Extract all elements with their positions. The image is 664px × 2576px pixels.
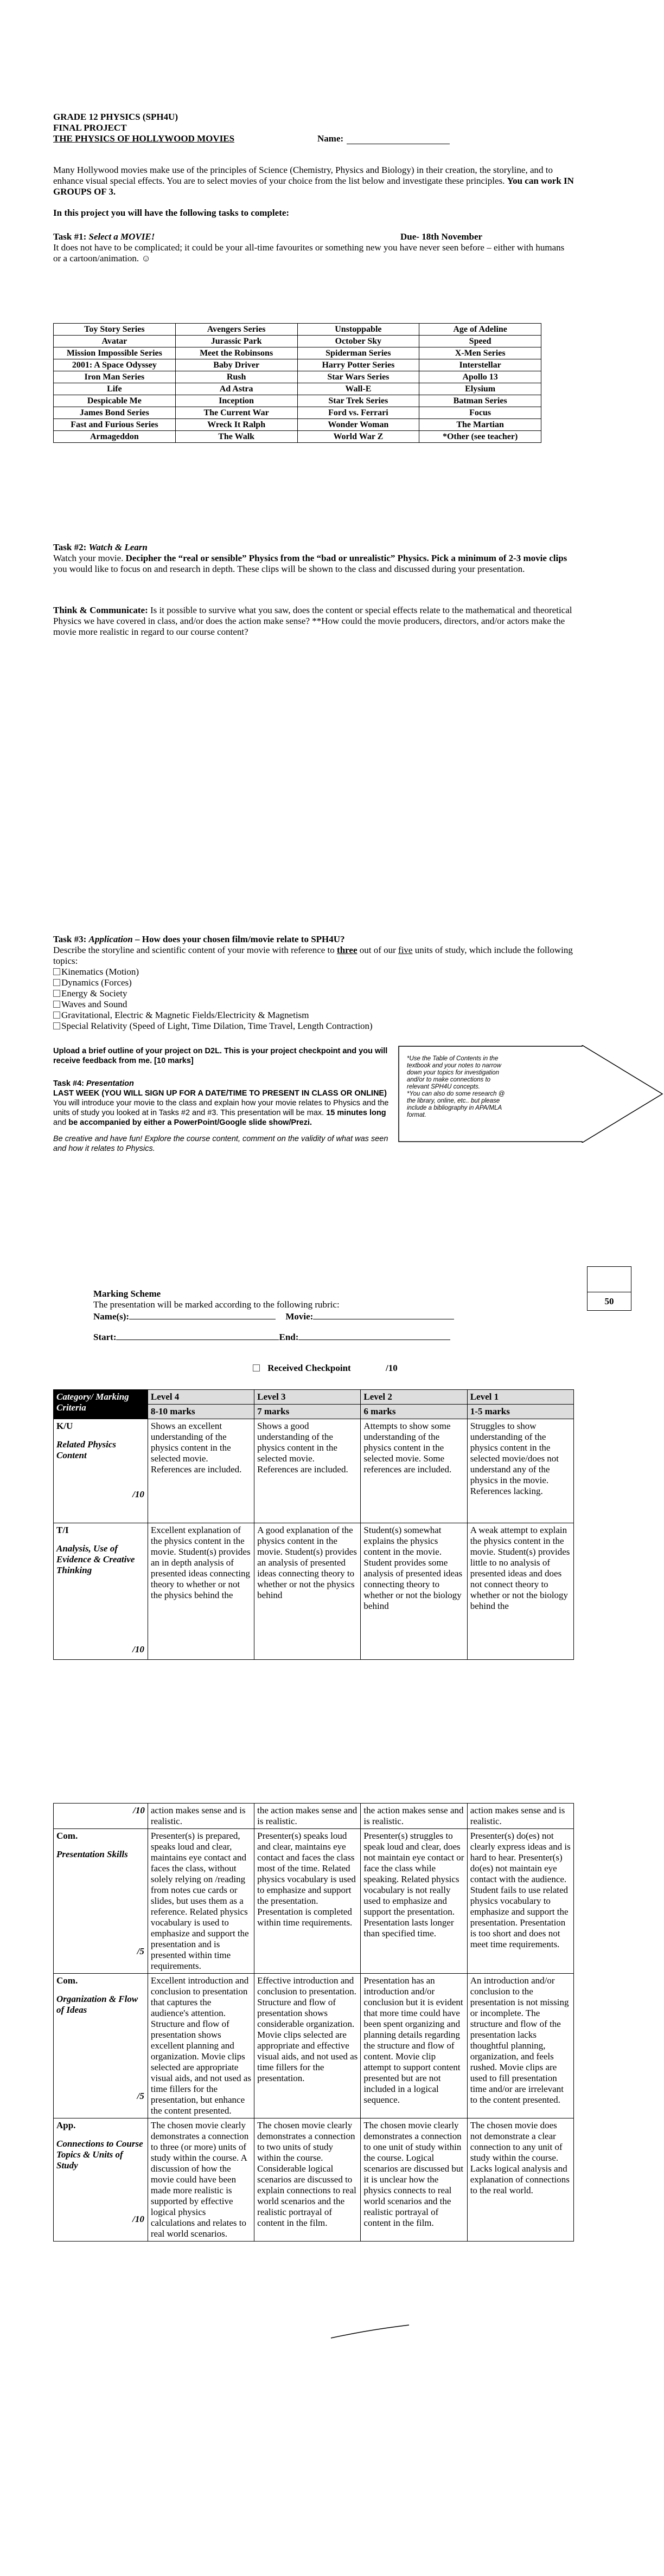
project-subtitle: THE PHYSICS OF HOLLYWOOD MOVIES <box>53 133 235 144</box>
rubric-descriptor-cell <box>361 1523 467 1660</box>
rubric-table-part2 <box>53 1803 574 2242</box>
task3-text-b: out of our <box>359 945 396 955</box>
end-field[interactable] <box>298 1332 450 1340</box>
movie-cell: Wall-E <box>297 383 419 395</box>
topic-item <box>53 1021 574 1032</box>
intro-text: Many Hollywood movies make use of the principles of Science (Chemistry, Physics and Biology) in their creation, the storyline, and to enhance visual special effects. You are to select movies of your choice from the list below and investigate these principles. <box>53 165 553 186</box>
movie-cell: The Current War <box>175 407 297 419</box>
task3-text-c: units of study, which include the following topics: <box>53 945 573 966</box>
rubric-descriptor-cell: The chosen movie clearly demonstrates a connection to one unit of study within the course. Logical scenarios are discussed but it is unclear how the physics connects to real world scenarios and the realistic portrayal of content in the film. <box>361 2118 467 2242</box>
topic-checkbox[interactable] <box>53 1012 60 1019</box>
task3-heading: – How does your chosen film/movie relate to SPH4U? <box>135 934 345 944</box>
topic-checkbox[interactable] <box>53 968 60 975</box>
rubric-descriptor-text: Struggles to show understanding of the physics content in the selected movie/does not understand any of the physics in the movie. References lacking. <box>470 1421 559 1496</box>
task3-three: three <box>337 945 357 955</box>
rubric-descriptor-cell: action makes sense and is realistic. <box>148 1804 254 1829</box>
movie-cell: Iron Man Series <box>54 371 176 383</box>
movie-cell: The Martian <box>419 419 541 431</box>
movie-cell: Apollo 13 <box>419 371 541 383</box>
movie-cell: Age of Adeline <box>419 324 541 336</box>
arrow-note <box>407 1055 514 1119</box>
rubric-marks-header: 1-5 marks <box>467 1405 573 1419</box>
task3-title: Application <box>88 934 133 944</box>
movies-table <box>53 323 541 443</box>
movie-cell: 2001: A Space Odyssey <box>54 359 176 371</box>
rubric-descriptor-cell: An introduction and/or conclusion to the presentation is not missing or incomplete. The structure and flow of the presentation lacks thoughtful planning, organization, and feels rushed. Movie clips are used to fill presentation time and/or are irrelevant to the content presented. <box>467 1974 573 2118</box>
task1-text: It does not have to be complicated; it could be your all-time favourites or something new you have never seen before – either with humans or a cartoon/animation. ☺ <box>53 242 565 263</box>
movie-cell: Jurassic Park <box>175 336 297 347</box>
movie-cell: Spiderman Series <box>297 347 419 359</box>
start-end-line <box>93 1332 582 1343</box>
task4-text-a: You will introduce your movie to the class and explain how your movie relates to Physics and the units of study you looked at in Tasks #2 and #3. This presentation will be max. <box>53 1099 389 1117</box>
rubric-category-points: /10 <box>133 1805 145 1815</box>
task4-label: Task #4: <box>53 1079 84 1088</box>
project-title: FINAL PROJECT <box>53 123 127 133</box>
topic-item <box>53 1010 574 1021</box>
task3-section <box>53 934 574 1032</box>
movie-cell: Star Trek Series <box>297 395 419 407</box>
rubric-category-name: Analysis, Use of Evidence & Creative Thinking <box>56 1543 135 1575</box>
topic-item <box>53 967 574 977</box>
rubric-category-cell <box>54 2118 148 2242</box>
rubric-category-cell <box>54 1829 148 1974</box>
pen-mark <box>330 2322 411 2343</box>
rubric-level-header: Level 1 <box>467 1390 573 1405</box>
rubric-marks-header: 7 marks <box>254 1405 361 1419</box>
movie-row <box>54 419 541 431</box>
total-score: 50 <box>588 1292 631 1311</box>
rubric-category-cell <box>54 1804 148 1829</box>
rubric-category-code: K/U <box>56 1421 73 1431</box>
task3-text-a: Describe the storyline and scientific content of your movie with reference to <box>53 945 335 955</box>
movie-cell: *Other (see teacher) <box>419 431 541 443</box>
movie-cell: Avatar <box>54 336 176 347</box>
task1-label: Task #1: <box>53 231 87 242</box>
rubric-descriptor-cell <box>467 1419 573 1523</box>
task2-label: Task #2: <box>53 542 87 552</box>
movie-cell: James Bond Series <box>54 407 176 419</box>
movie-cell: Wreck It Ralph <box>175 419 297 431</box>
course-title: GRADE 12 PHYSICS (SPH4U) <box>53 112 178 122</box>
topic-checkbox[interactable] <box>53 979 60 986</box>
task4-text-b: and <box>53 1118 67 1127</box>
movie-row <box>54 371 541 383</box>
task2-text-c: you would like to focus on and research in depth. These clips will be shown to the class and discussed during your presentation. <box>53 564 525 574</box>
movie-row <box>54 431 541 443</box>
rubric-category-name: Presentation Skills <box>56 1849 128 1859</box>
movie-cell: X-Men Series <box>419 347 541 359</box>
task1-due: Due- 18th November <box>400 231 483 242</box>
arrow-note-b: *You can also do some research @ the library, online, etc.. but please include a bibliography in APA/MLA format. <box>407 1091 505 1118</box>
tasks-intro: In this project you will have the following tasks to complete: <box>53 208 290 218</box>
rubric-descriptor-cell <box>148 1523 254 1660</box>
rubric-category-points: /10 <box>132 1489 144 1499</box>
movie-cell: Unstoppable <box>297 324 419 336</box>
name-line[interactable] <box>347 136 450 144</box>
task4-title: Presentation <box>86 1079 134 1088</box>
start-field[interactable] <box>116 1332 279 1340</box>
document-header <box>53 112 234 144</box>
movie-cell: Baby Driver <box>175 359 297 371</box>
end-label: End: <box>279 1332 299 1342</box>
movie-row <box>54 395 541 407</box>
movie-cell: Elysium <box>419 383 541 395</box>
rubric-category-points: /10 <box>132 1644 144 1654</box>
movie-cell: Harry Potter Series <box>297 359 419 371</box>
rubric-category-cell <box>54 1523 148 1660</box>
rubric-category-code: Com. <box>56 1831 78 1841</box>
start-label: Start: <box>93 1332 117 1342</box>
movie-cell: Speed <box>419 336 541 347</box>
task1-section <box>53 231 574 264</box>
rubric-marks-header: 6 marks <box>361 1405 467 1419</box>
movie-row <box>54 359 541 371</box>
rubric-category-name: Organization & Flow of Ideas <box>56 1994 138 2015</box>
marking-subtitle: The presentation will be marked according to the following rubric: <box>93 1299 340 1310</box>
rubric-descriptor-text: A good explanation of the physics content in the movie. Student(s) provides an analysis of presented ideas connecting theory to whether or not the physics behind <box>257 1525 357 1600</box>
topic-label: Gravitational, Electric & Magnetic Fields/Electricity & Magnetism <box>61 1010 309 1020</box>
rubric-descriptor-text: Excellent explanation of the physics content in the movie. Student(s) provides an in depth analysis of presented ideas connecting theory to whether or not the physics behind the <box>150 1525 251 1600</box>
topic-item <box>53 988 574 999</box>
task4-bold-a: 15 minutes long <box>326 1109 386 1117</box>
rubric-category-code: App. <box>56 2120 76 2130</box>
topic-checkbox[interactable] <box>53 1022 60 1029</box>
rubric-descriptor-cell: Presenter(s) is prepared, speaks loud and clear, maintains eye contact and faces the class, without solely relying on /reading from notes cue cards or slides, but uses them as a reference. Related physics vocabulary is used to emphasize and support the presentation and is presented within time requirements. <box>148 1829 254 1974</box>
rubric-category-code: Com. <box>56 1975 78 1986</box>
rubric-descriptor-cell: Presenter(s) do(es) not clearly express ideas and is hard to hear. Presenter(s) do(es) not maintain eye contact with the audience. Student fails to use related physics vocabulary to emphasize and support the presentation. Presentation is too short and does not meet time requirements. <box>467 1829 573 1974</box>
name-field[interactable] <box>317 133 450 144</box>
topic-label: Waves and Sound <box>61 999 127 1009</box>
topic-checkbox[interactable] <box>53 1001 60 1008</box>
pen-stroke <box>331 2325 409 2338</box>
rubric-descriptor-cell: Effective introduction and conclusion to presentation. Structure and flow of presentation shows considerable organization. Movie clips selected are appropriate and effective visual aids, and not used as time fillers for the presentation. <box>254 1974 361 2118</box>
movie-field[interactable] <box>313 1311 454 1319</box>
movie-cell: Avengers Series <box>175 324 297 336</box>
movie-cell: Mission Impossible Series <box>54 347 176 359</box>
task1-title: Select a MOVIE! <box>88 231 155 242</box>
movie-row <box>54 347 541 359</box>
task4-creative: Be creative and have fun! Explore the course content, comment on the validity of what was seen and how it relates to Physics. <box>53 1135 388 1153</box>
rubric-descriptor-text: A weak attempt to explain the physics content in the movie. Student(s) provides little to no analysis of presented ideas and does not connect theory to whether or not the biology behind the <box>470 1525 570 1611</box>
rubric-row <box>54 2118 574 2242</box>
movie-cell: Life <box>54 383 176 395</box>
score-box <box>587 1266 631 1311</box>
task4-section <box>53 1079 400 1154</box>
think-text: Is it possible to survive what you saw, does the content or special effects relate to the mathematical and theoretical Physics we have covered in class, and/or does the action make sense? **How could the movie producers, directors, and/or actors make the movie more realistic in regard to our course content? <box>53 605 572 637</box>
task2-text-b: Decipher the “real or sensible” Physics from the “bad or unrealistic” Physics. Pick a minimum of 2-3 movie clips <box>125 553 567 563</box>
names-label: Name(s): <box>93 1311 130 1322</box>
movie-cell: October Sky <box>297 336 419 347</box>
rubric-descriptor-cell: action makes sense and is realistic. <box>467 1804 573 1829</box>
checkpoint-text: Upload a brief outline of your project on D2L. This is your project checkpoint and you will receive feedback from me. [10 marks] <box>53 1047 388 1065</box>
think-label: Think & Communicate: <box>53 605 148 615</box>
rubric-descriptor-cell: The chosen movie clearly demonstrates a connection to two units of study within the course. Considerable logical scenarios are discussed to explain connections to real world scenarios and the realistic portrayal of content in the film. <box>254 2118 361 2242</box>
rubric-category-cell <box>54 1974 148 2118</box>
rubric-descriptor-text: Attempts to show some understanding of the physics content in the selected movie. Some references are included. <box>363 1421 452 1474</box>
rubric-category-cell <box>54 1419 148 1523</box>
received-checkpoint <box>253 1363 398 1374</box>
rubric-category-points: /5 <box>137 2091 144 2101</box>
task3-five: five <box>398 945 413 955</box>
rubric-category-points: /10 <box>132 2214 144 2224</box>
movie-row <box>54 336 541 347</box>
rubric-category-header: Category/ Marking Criteria <box>54 1390 148 1419</box>
topic-label: Special Relativity (Speed of Light, Time Dilation, Time Travel, Length Contraction) <box>61 1021 373 1031</box>
rubric-table-part1 <box>53 1389 574 1660</box>
rubric-descriptor-cell: Presentation has an introduction and/or conclusion but it is evident that more time could have been spent organizing and planning details regarding the structure and flow of content. Movie clip attempt to support content presented but are not included in a logical sequence. <box>361 1974 467 2118</box>
movie-cell: Batman Series <box>419 395 541 407</box>
rubric-marks-header: 8-10 marks <box>148 1405 254 1419</box>
topic-label: Energy & Society <box>61 988 127 999</box>
rubric-descriptor-cell: The chosen movie clearly demonstrates a connection to three (or more) units of study within the course. A discussion of how the movie could have been made more realistic is supported by effective logical physics calculations and relates to real world scenarios. <box>148 2118 254 2242</box>
topic-checkbox[interactable] <box>53 990 60 997</box>
movie-cell: Meet the Robinsons <box>175 347 297 359</box>
rubric-descriptor-text: Student(s) somewhat explains the physics content in the movie. Student provides some analysis of presented ideas connecting theory to whether or not the biology behind <box>363 1525 463 1611</box>
movie-cell: World War Z <box>297 431 419 443</box>
movie-cell: Interstellar <box>419 359 541 371</box>
rubric-category-name: Related Physics Content <box>56 1439 117 1460</box>
movie-cell: Inception <box>175 395 297 407</box>
rubric-row <box>54 1523 574 1660</box>
movie-cell: Ford vs. Ferrari <box>297 407 419 419</box>
rubric-row <box>54 1829 574 1974</box>
rubric-category-points: /5 <box>137 1946 144 1956</box>
rubric-descriptor-cell: Presenter(s) speaks loud and clear, maintains eye contact and faces the class most of the time. Related physics vocabulary is used to emphasize and support the presentation. Presentation is completed within time requirements. <box>254 1829 361 1974</box>
movie-cell: Toy Story Series <box>54 324 176 336</box>
movie-label: Movie: <box>285 1311 314 1322</box>
movie-row <box>54 324 541 336</box>
intro-groups: You can work IN GROUPS OF 3. <box>53 176 574 197</box>
rubric-descriptor-cell: Presenter(s) struggles to speak loud and clear, does not maintain eye contact or face the class while speaking. Related physics vocabulary is not really used to emphasize and support the presentation. Presentation lasts longer than specified time. <box>361 1829 467 1974</box>
movie-cell: Star Wars Series <box>297 371 419 383</box>
checkpoint-checkbox[interactable] <box>253 1364 260 1371</box>
topic-item <box>53 977 574 988</box>
rubric-row-continued <box>54 1804 574 1829</box>
rubric-row <box>54 1419 574 1523</box>
rubric-descriptor-cell: The chosen movie does not demonstrate a clear connection to any unit of study within the course. Lacks logical analysis and explanation of connections to the real world. <box>467 2118 573 2242</box>
received-score: /10 <box>385 1363 398 1373</box>
marking-section <box>93 1289 582 1343</box>
movie-row <box>54 383 541 395</box>
topic-item <box>53 999 574 1010</box>
rubric-category-code: T/I <box>56 1525 69 1535</box>
movie-cell: Focus <box>419 407 541 419</box>
names-field[interactable] <box>129 1311 276 1319</box>
topic-label: Kinematics (Motion) <box>61 967 139 977</box>
task2-section <box>53 542 574 575</box>
topics-list <box>53 967 574 1032</box>
movie-cell: Despicable Me <box>54 395 176 407</box>
rubric-row <box>54 1974 574 2118</box>
rubric-descriptor-cell <box>254 1419 361 1523</box>
think-section <box>53 605 574 637</box>
movie-cell: Wonder Woman <box>297 419 419 431</box>
marking-title: Marking Scheme <box>93 1289 161 1299</box>
names-movie-line <box>93 1311 582 1322</box>
arrow-note-a: *Use the Table of Contents in the textbook and your notes to narrow down your topics for investigation and/or to make connections to relevant SPH4U concepts. <box>407 1055 501 1090</box>
rubric-descriptor-text: Shows a good understanding of the physics content in the selected movie. References are included. <box>257 1421 348 1474</box>
intro-paragraph <box>53 165 574 197</box>
movie-cell: The Walk <box>175 431 297 443</box>
received-label: Received Checkpoint <box>267 1363 351 1373</box>
rubric-level-header: Level 4 <box>148 1390 254 1405</box>
rubric-descriptor-cell: the action makes sense and is realistic. <box>254 1804 361 1829</box>
rubric-descriptor-cell <box>254 1523 361 1660</box>
rubric-descriptor-cell: the action makes sense and is realistic. <box>361 1804 467 1829</box>
task2-text-a: Watch your movie. <box>53 553 124 563</box>
movie-row <box>54 407 541 419</box>
rubric-descriptor-cell <box>361 1419 467 1523</box>
rubric-level-header: Level 3 <box>254 1390 361 1405</box>
rubric-descriptor-cell <box>148 1419 254 1523</box>
rubric-descriptor-text: Shows an excellent understanding of the physics content in the selected movie. References are included. <box>150 1421 242 1474</box>
rubric-level-header: Level 2 <box>361 1390 467 1405</box>
rubric-descriptor-cell: Excellent introduction and conclusion to presentation that captures the audience's attention. Structure and flow of presentation shows excellent planning and organization. Movie clips selected are appropriate visual aids, and not used as time fillers for the presentation, but enhance the content presented. <box>148 1974 254 2118</box>
movie-cell: Fast and Furious Series <box>54 419 176 431</box>
rubric-descriptor-cell <box>467 1523 573 1660</box>
task2-title: Watch & Learn <box>88 542 148 552</box>
name-label: Name: <box>317 133 344 144</box>
rubric-category-name: Connections to Course Topics & Units of Study <box>56 2139 143 2171</box>
movie-cell: Rush <box>175 371 297 383</box>
task4-bold-b: be accompanied by either a PowerPoint/Google slide show/Prezi. <box>68 1118 312 1127</box>
movie-cell: Ad Astra <box>175 383 297 395</box>
task4-signup: LAST WEEK (YOU WILL SIGN UP FOR A DATE/TIME TO PRESENT IN CLASS OR ONLINE) <box>53 1089 387 1098</box>
task3-label: Task #3: <box>53 934 87 944</box>
topic-label: Dynamics (Forces) <box>61 977 132 988</box>
movie-cell: Armageddon <box>54 431 176 443</box>
